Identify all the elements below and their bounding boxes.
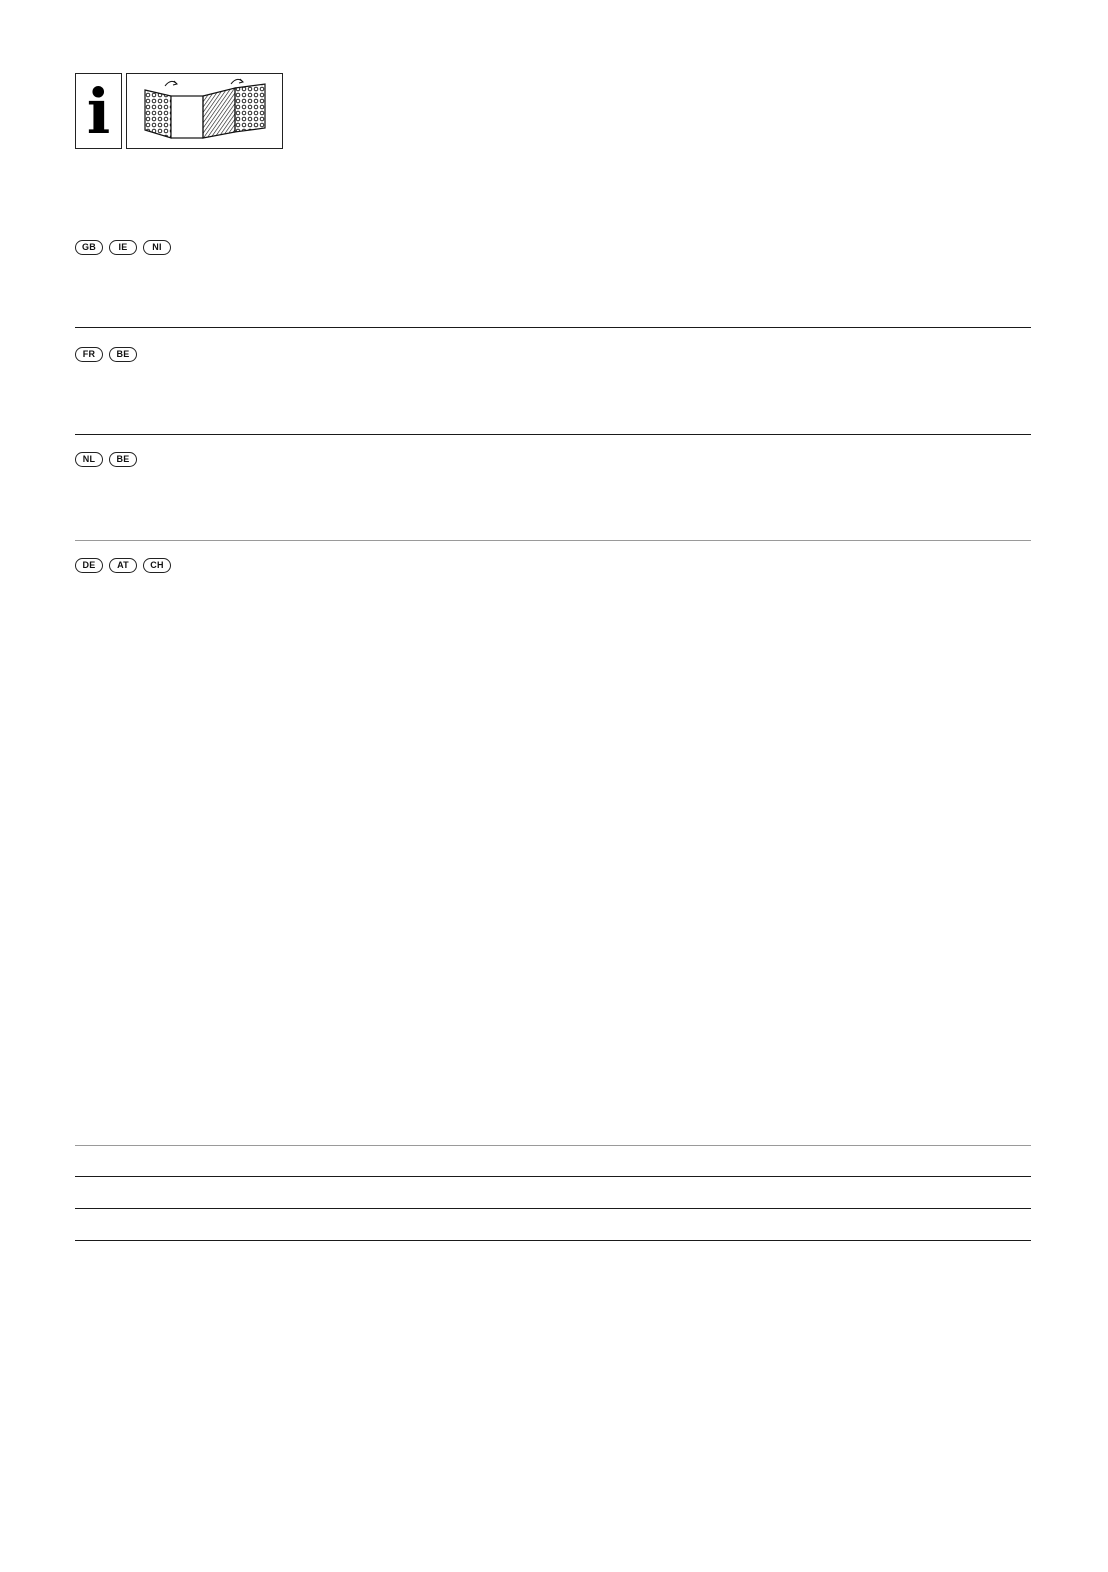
country-badge: NL (75, 452, 103, 467)
country-badges-section-2 (75, 347, 137, 362)
country-badge: FR (75, 347, 103, 362)
country-badge: GB (75, 240, 103, 255)
country-badge: NI (143, 240, 171, 255)
section-divider (75, 434, 1031, 435)
country-badge: CH (143, 558, 171, 573)
country-badge: IE (109, 240, 137, 255)
country-badge: AT (109, 558, 137, 573)
bottom-rule (75, 1145, 1031, 1146)
section-divider (75, 540, 1031, 541)
bottom-rule (75, 1176, 1031, 1177)
country-badge: BE (109, 452, 137, 467)
info-symbol: i (86, 75, 111, 148)
fold-out-page-icon (126, 73, 283, 149)
info-icon (75, 73, 122, 149)
section-divider (75, 327, 1031, 328)
country-badge: BE (109, 347, 137, 362)
country-badge: DE (75, 558, 103, 573)
country-badges-section-4 (75, 558, 171, 573)
bottom-rule (75, 1240, 1031, 1241)
country-badges-section-3 (75, 452, 137, 467)
bottom-rule (75, 1208, 1031, 1209)
country-badges-section-1 (75, 240, 171, 255)
